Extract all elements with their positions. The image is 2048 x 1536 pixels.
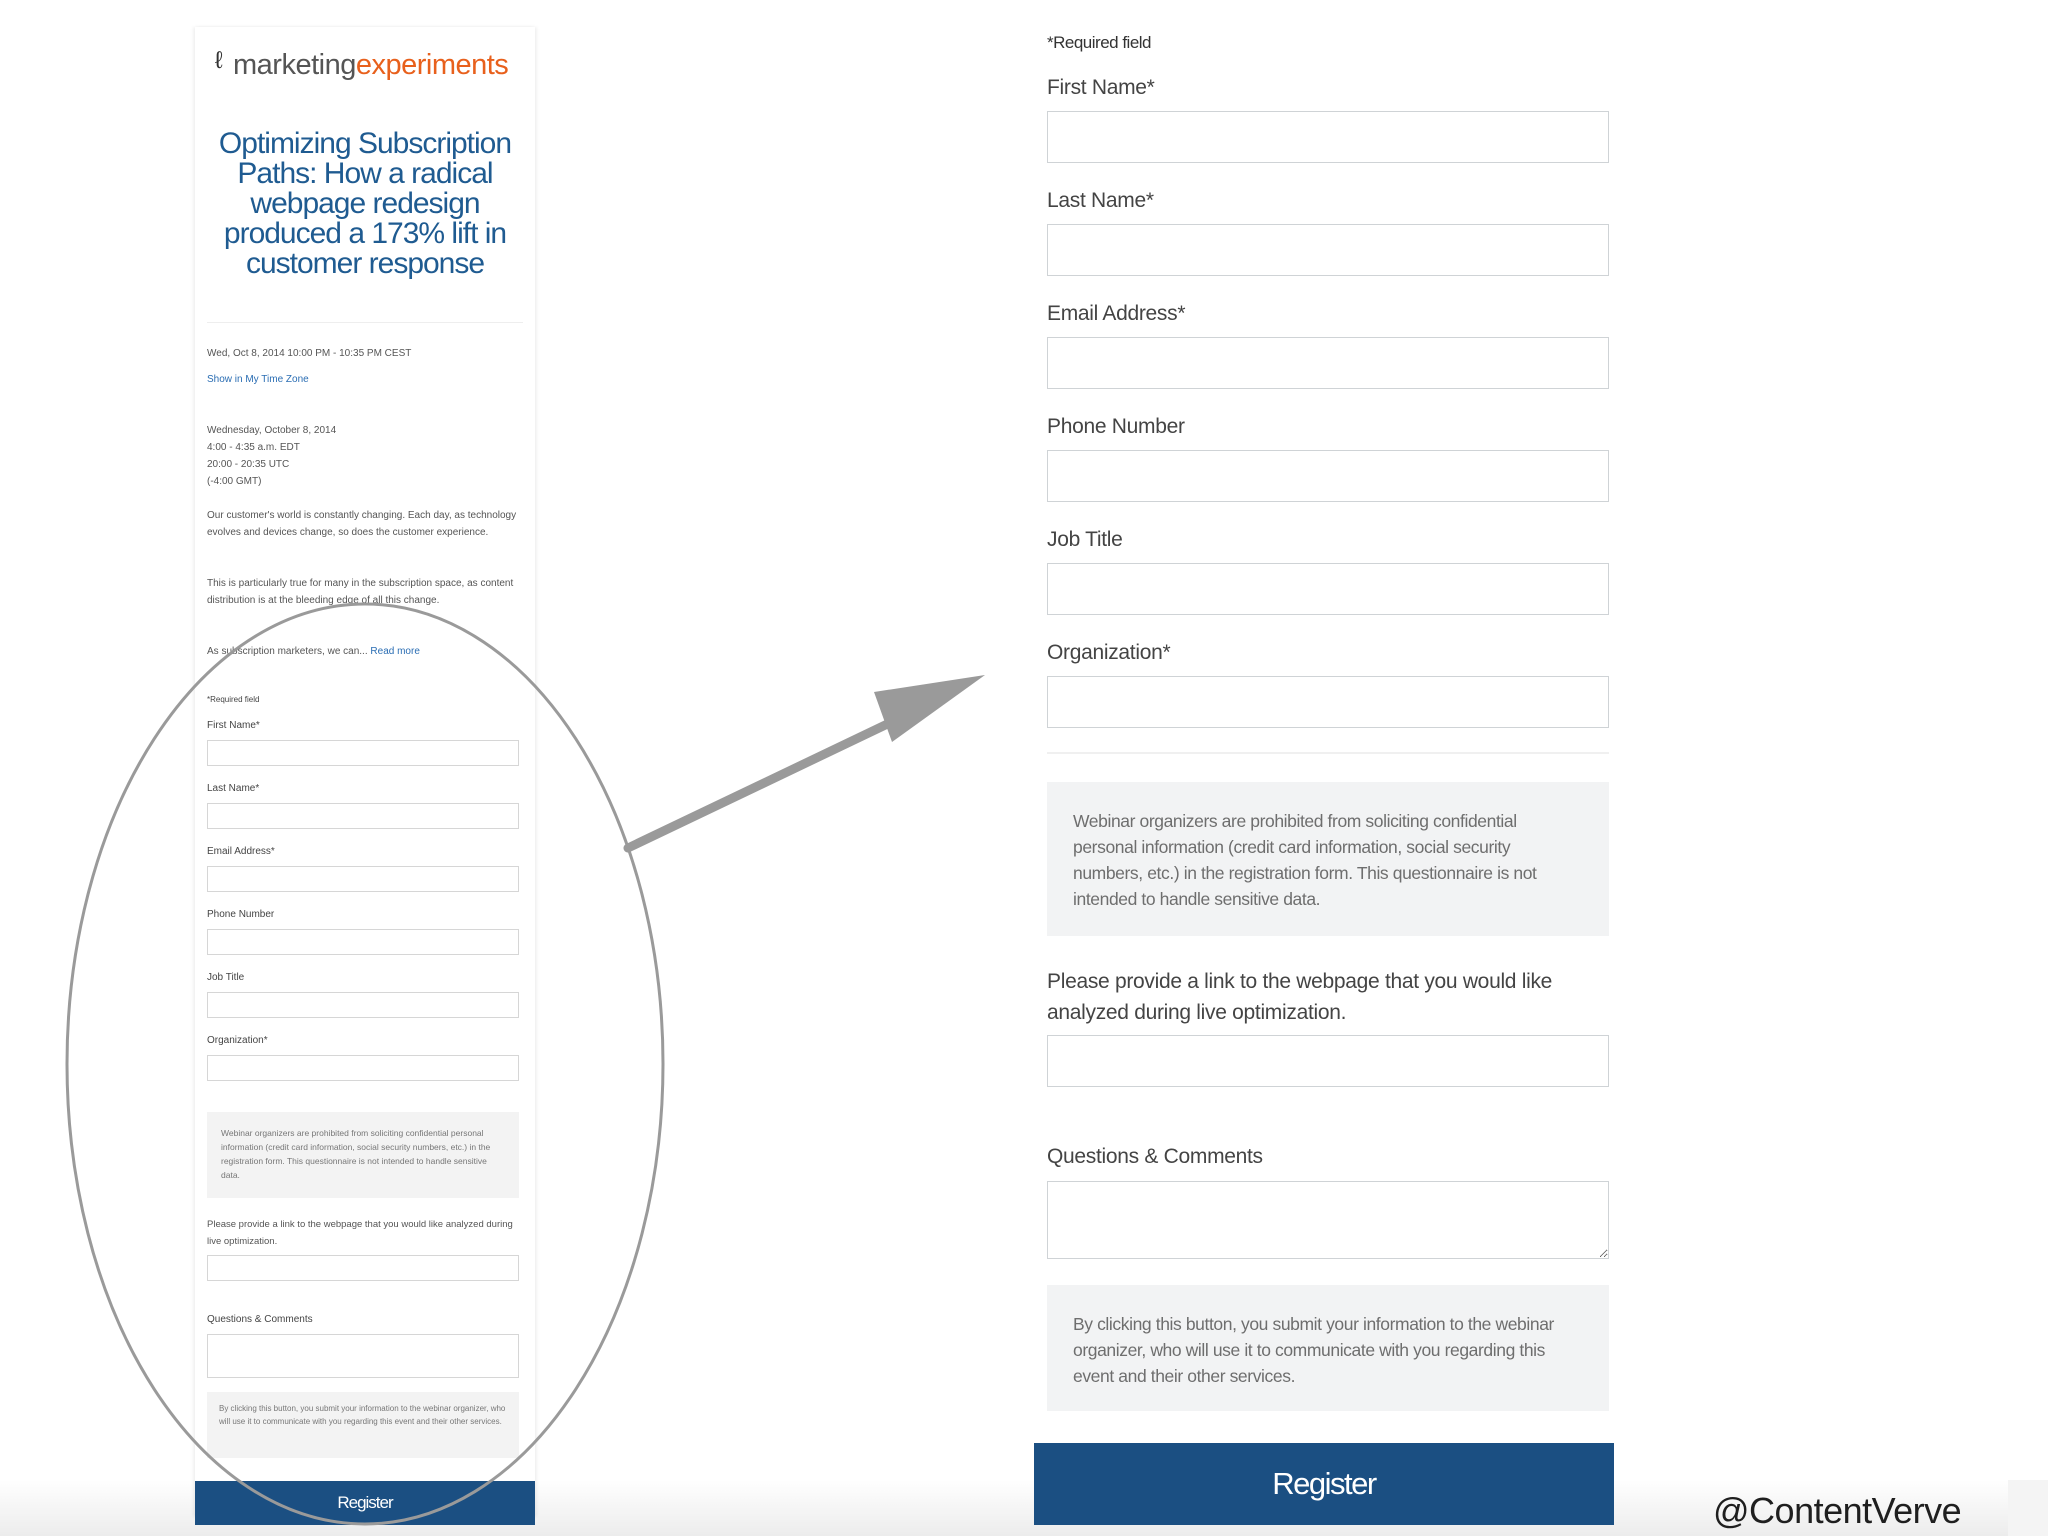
- job-title-label: Job Title: [207, 972, 245, 983]
- marketingexperiments-logo: [215, 47, 509, 82]
- description-paragraph: Our customer's world is constantly changing. Each day, as technology evolves and devices change, so does the customer experience.: [207, 510, 517, 538]
- webinar-headline: Optimizing Subscription Paths: How a radical webpage redesign produced a 173% lift in customer response: [218, 127, 512, 280]
- divider: [207, 322, 523, 323]
- last-name-label: Last Name*: [1047, 189, 1154, 212]
- job-title-input[interactable]: [1047, 563, 1609, 615]
- privacy-notice: Webinar organizers are prohibited from soliciting confidential personal information (credit card information, social security numbers, etc.) in the registration form. This questionnaire is not intended to handle sensitive data.: [1047, 782, 1609, 936]
- webpage-link-question: Please provide a link to the webpage that you would like analyzed during live optimization.: [1047, 970, 1553, 1024]
- schedule-line: 4:00 - 4:35 a.m. EDT: [207, 442, 300, 453]
- landing-page-thumbnail: [195, 27, 535, 1517]
- contentverve-watermark: @ContentVerve: [1713, 1490, 1962, 1531]
- job-title-label: Job Title: [1047, 528, 1123, 551]
- zoom-arrow-shaft: [628, 718, 900, 848]
- privacy-notice: Webinar organizers are prohibited from soliciting confidential personal information (credit card information, social security numbers, etc.) in the registration form. This questionnaire is not intended to handle sensitive data.: [207, 1112, 519, 1198]
- thumbnail-register-button[interactable]: Register: [195, 1481, 535, 1525]
- event-datetime: Wed, Oct 8, 2014 10:00 PM - 10:35 PM CEST: [207, 348, 412, 359]
- phone-number-input[interactable]: [1047, 450, 1609, 502]
- webpage-link-input[interactable]: [1047, 1035, 1609, 1087]
- schedule-line: (-4:00 GMT): [207, 476, 262, 487]
- email-address-label: Email Address*: [1047, 302, 1186, 325]
- schedule-line: Wednesday, October 8, 2014: [207, 425, 337, 436]
- email-field[interactable]: [207, 866, 519, 892]
- register-button[interactable]: Register: [1034, 1443, 1614, 1525]
- show-time-zone-link[interactable]: Show in My Time Zone: [207, 374, 309, 385]
- first-name-field[interactable]: [207, 740, 519, 766]
- read-more-link[interactable]: Read more: [370, 646, 420, 657]
- form-divider: [1047, 752, 1609, 754]
- job-title-field[interactable]: [207, 992, 519, 1018]
- link-question-label: Please provide a link to the webpage that you would like analyzed during live optimization.: [207, 1219, 513, 1247]
- last-name-field[interactable]: [207, 803, 519, 829]
- zoom-arrow-head-icon: [874, 675, 985, 742]
- logo-text-experiments: experiments: [355, 49, 509, 81]
- schedule-line: 20:00 - 20:35 UTC: [207, 459, 290, 470]
- required-note: *Required field: [207, 695, 260, 704]
- questions-comments-textarea[interactable]: [1047, 1181, 1609, 1259]
- organization-field[interactable]: [207, 1055, 519, 1081]
- webpage-link-field[interactable]: [207, 1255, 519, 1281]
- logo-text-marketing: marketing: [233, 49, 356, 81]
- organization-label: Organization*: [1047, 641, 1171, 664]
- email-label: Email Address*: [207, 846, 275, 857]
- first-name-input[interactable]: [1047, 111, 1609, 163]
- required-field-note: *Required field: [1047, 33, 1152, 52]
- organization-input[interactable]: [1047, 676, 1609, 728]
- last-name-label: Last Name*: [207, 783, 260, 794]
- first-name-label: First Name*: [207, 720, 260, 731]
- logo-swoosh-icon: ℓ: [215, 47, 223, 74]
- consent-notice: By clicking this button, you submit your information to the webinar organizer, who will use it to communicate with you regarding this event and their other services.: [1047, 1285, 1609, 1411]
- phone-label: Phone Number: [207, 909, 275, 920]
- email-address-input[interactable]: [1047, 337, 1609, 389]
- scroll-handle[interactable]: [2008, 1480, 2048, 1536]
- phone-field[interactable]: [207, 929, 519, 955]
- questions-comments-label: Questions & Comments: [207, 1314, 313, 1325]
- last-name-input[interactable]: [1047, 224, 1609, 276]
- first-name-label: First Name*: [1047, 76, 1155, 99]
- phone-number-label: Phone Number: [1047, 415, 1185, 438]
- organization-label: Organization*: [207, 1035, 268, 1046]
- description-paragraph: This is particularly true for many in the subscription space, as content distribution is at the bleeding edge of all this change.: [207, 578, 514, 606]
- consent-notice: By clicking this button, you submit your information to the webinar organizer, who will use it to communicate with you regarding this event and their other services.: [207, 1392, 519, 1458]
- description-text: As subscription marketers, we can...: [207, 646, 368, 657]
- questions-comments-label: Questions & Comments: [1047, 1145, 1263, 1168]
- questions-comments-field[interactable]: [207, 1334, 519, 1378]
- description-paragraph: [207, 643, 527, 660]
